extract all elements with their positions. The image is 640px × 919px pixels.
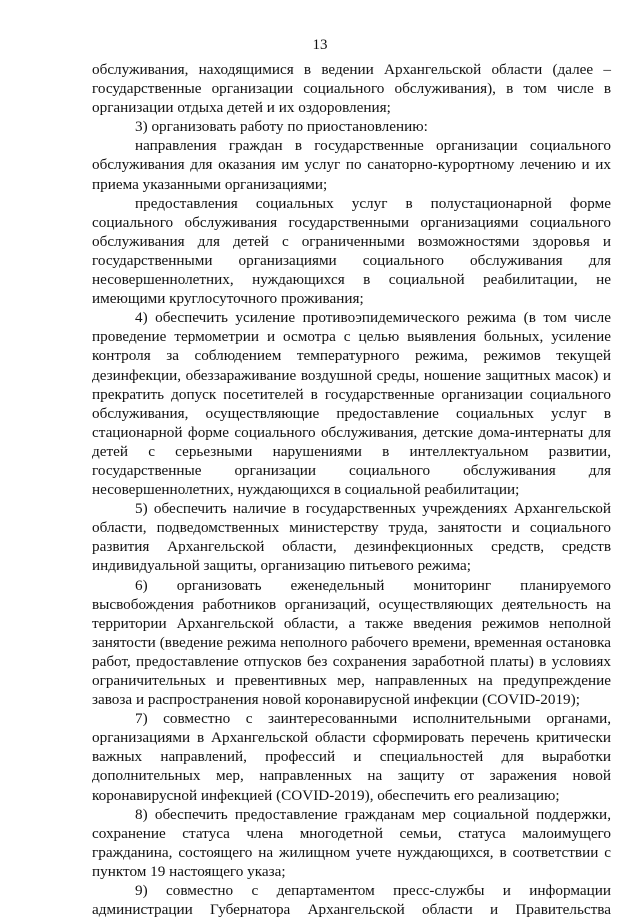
paragraph: предоставления социальных услуг в полустационарной форме социального обслуживания государственными организациями социального обслуживания для детей с ограниченными возможностями здоровья и государственными организациями социального обслуживания для несовершеннолетних, нуждающихся в социальной реабилитации, не имеющими круглосуточного проживания; [92, 194, 611, 308]
paragraph: 5) обеспечить наличие в государственных учреждениях Архангельской области, подведомственных министерству труда, занятости и социального развития Архангельской области, дезинфекционных средств, средств индивидуальной защиты, организацию питьевого режима; [92, 500, 611, 575]
paragraph: 9) совместно с департаментом пресс-службы и информации администрации Губернатора Архангельской области и Правительства [92, 882, 611, 919]
paragraph: направления граждан в государственные организации социального обслуживания для оказания им услуг по санаторно-курортному лечению и их приема указанными организациями; [92, 137, 611, 193]
paragraph: 3) организовать работу по приостановлению: [135, 118, 428, 136]
paragraph: 7) совместно с заинтересованными исполнительными органами, организациями в Архангельской области сформировать перечень критически важных направлений, профессий и специальностей для выработки дополнительных мер, направленных на защиту от заражения новой коронавирусной инфекцией (COVID-2019), обеспечить его реализацию; [92, 710, 611, 804]
paragraph: 8) обеспечить предоставление гражданам мер социальной поддержки, сохранение статуса члена многодетной семьи, статуса малоимущего гражданина, состоящего на жилищном учете нуждающихся, в соответствии с пунктом 19 настоящего указа; [92, 805, 611, 880]
document-body [92, 60, 611, 919]
paragraph: 6) организовать еженедельный мониторинг планируемого высвобождения работников организаций, осуществляющих деятельность на территории Архангельской области, а также введения режимов неполной занятости (введение режима неполного рабочего времени, временная остановка работ, предоставление отпусков без сохранения заработной платы) в условиях ограничительных и превентивных мер, направленных на предупреждение завоза и распространения новой коронавирусной инфекции (COVID-2019); [92, 576, 611, 709]
paragraph: 4) обеспечить усиление противоэпидемического режима (в том числе проведение термометрии и осмотра с целью выявления больных, усиление контроля за соблюдением температурного режима, режимов текущей дезинфекции, обеззараживание воздушной среды, ношение защитных масок) и прекратить допуск посетителей в государственные организации социального обслуживания, осуществляющие предоставление социальных услуг в стационарной форме социального обслуживания, детские дома-интернаты для детей с серьезными нарушениями в интеллектуальном развитии, государственные организации социального обслуживания для несовершеннолетних, нуждающихся в социальной реабилитации; [92, 309, 611, 499]
paragraph: обслуживания, находящимися в ведении Архангельской области (далее – государственные организации социального обслуживания), в том числе в организации отдыха детей и их оздоровления; [92, 61, 611, 117]
page-number: 13 [312, 37, 328, 53]
